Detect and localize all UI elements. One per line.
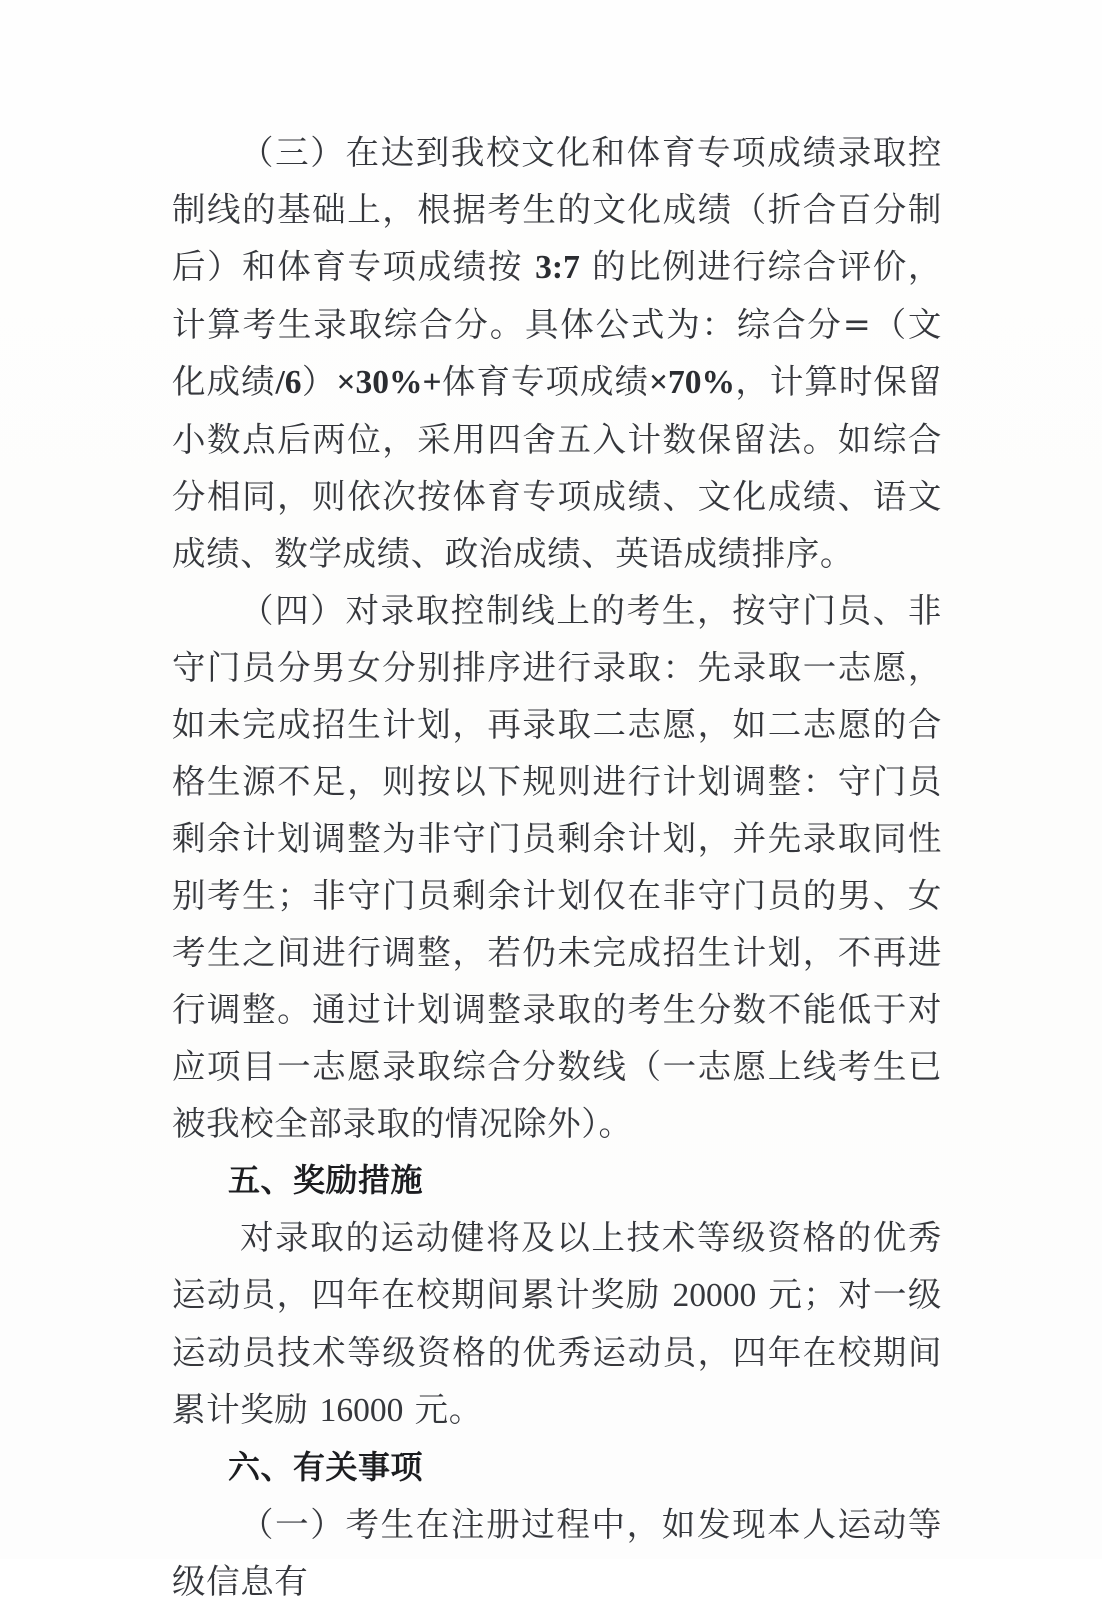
text-run: ，计算时保留小数点后两位，采用四舍五入计数保留法。如综合分相同，则依次按体育专项成绩、文化成绩、语文成绩、数学成绩、政治成绩、英语成绩排序。 xyxy=(172,362,942,573)
numeric-run: 3:7 xyxy=(535,249,580,286)
paragraph xyxy=(172,1496,942,1610)
numeric-run: 20000 xyxy=(672,1277,757,1314)
text-run: 体育专项成绩 xyxy=(441,362,649,401)
text-run: （三）在达到我校文化和体育专项成绩录取控制线的基础上，根据考生的文化成绩（折合百分制后）和体育专项成绩按 xyxy=(172,133,942,286)
numeric-run: /6 xyxy=(275,364,302,401)
text-run: 元；对一级运动员技术等级资格的优秀运动员，四年在校期间累计奖励 xyxy=(172,1275,942,1429)
text-run: ） xyxy=(301,362,337,401)
paragraph xyxy=(172,124,942,582)
text-run: （一）考生在注册过程中，如发现本人运动等级信息有 xyxy=(172,1505,942,1601)
text-run: 元。 xyxy=(403,1390,483,1429)
paragraph xyxy=(172,582,942,1152)
section-heading: 六、有关事项 xyxy=(228,1449,424,1485)
text-run: 对录取的运动健将及以上技术等级资格的优秀运动员，四年在校期间累计奖励 xyxy=(172,1218,942,1314)
document-text-column xyxy=(172,124,942,1610)
text-run: （四）对录取控制线上的考生，按守门员、非守门员分男女分别排序进行录取：先录取一志愿，如未完成招生计划，再录取二志愿，如二志愿的合格生源不足，则按以下规则进行计划调整：守门员剩余计划调整为非守门员剩余计划，并先录取同性别考生；非守门员剩余计划仅在非守门员的男、女考生之间进行调整，若仍未完成招生计划，不再进行调整。通过计划调整录取的考生分数不能低于对应项目一志愿录取综合分数线（一志愿上线考生已被我校全部录取的情况除外）。 xyxy=(172,591,942,1143)
section-heading: 五、奖励措施 xyxy=(228,1162,424,1198)
paragraph xyxy=(172,1209,942,1439)
numeric-run: ×30%+ xyxy=(336,364,442,401)
text-run: 的比例进行综合评价，计算考生录取综合分。具体公式为：综合分=（文化成绩 xyxy=(172,247,943,401)
numeric-run: ×70% xyxy=(648,364,736,401)
numeric-run: 16000 xyxy=(319,1392,404,1429)
